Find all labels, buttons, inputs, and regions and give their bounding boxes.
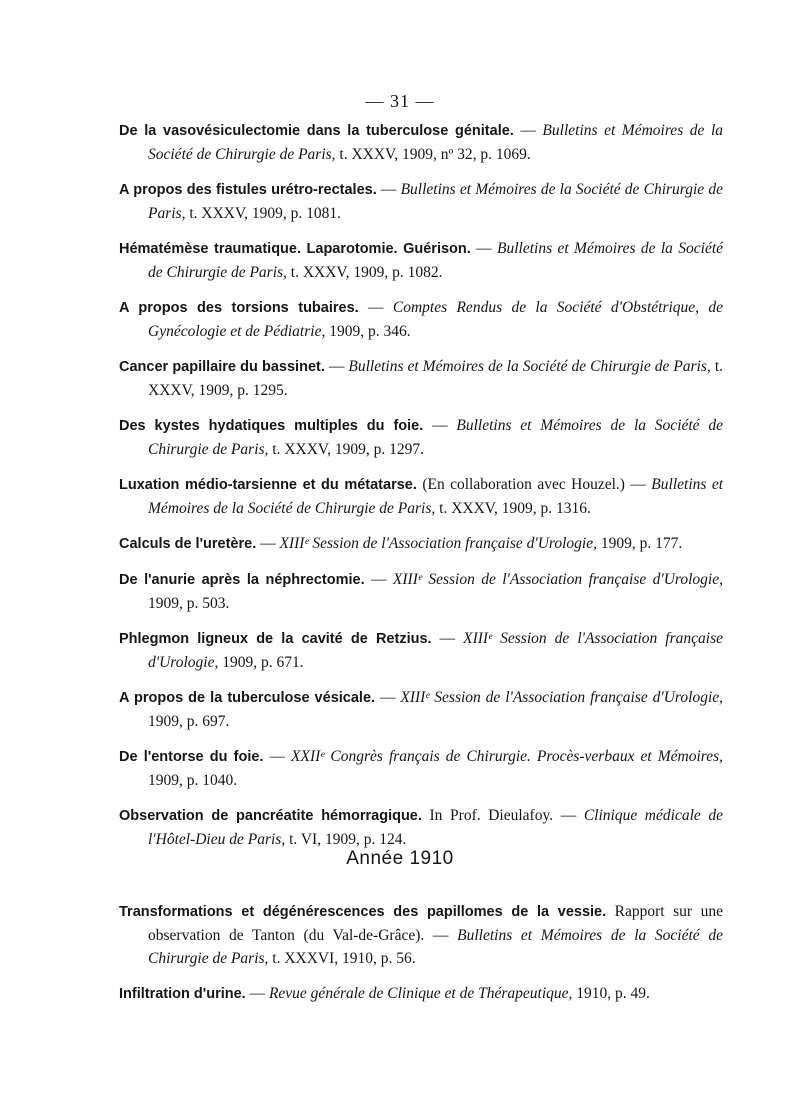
- bibliography-entry: [119, 745, 723, 792]
- entry-separator: —: [245, 985, 269, 1002]
- entry-source: Clinique médicale de l'Hôtel-Dieu de Paris,: [148, 807, 723, 848]
- bibliography-entry: [119, 355, 723, 402]
- entry-details: 1909, p. 697.: [148, 713, 230, 730]
- entry-separator: —: [513, 122, 543, 139]
- entry-source: Bulletins et Mémoires de la Société de Chirurgie de Paris,: [148, 417, 723, 458]
- entry-title: A propos des fistules urétro-rectales.: [119, 182, 377, 198]
- entry-details: 1909, p. 346.: [325, 323, 411, 340]
- entry-source: Comptes Rendus de la Société d'Obstétrique, de Gynécologie et de Pédiatrie,: [148, 299, 724, 340]
- bibliography-1909: [119, 119, 723, 863]
- bibliography-entry: [119, 532, 723, 556]
- entry-separator: —: [364, 571, 393, 588]
- entry-source: Revue générale de Clinique et de Thérapeutique,: [268, 985, 573, 1002]
- entry-source: XIIIᵉ Session de l'Association française d'Urologie,: [400, 689, 724, 706]
- entry-source: Bulletins et Mémoires de la Société de Chirurgie de Paris,: [148, 927, 723, 967]
- bibliography-entry: [119, 686, 723, 733]
- entry-details: 1909, p. 1040.: [148, 772, 238, 789]
- entry-title: De l'anurie après la néphrectomie.: [119, 572, 365, 588]
- entry-title: Calculs de l'uretère.: [119, 536, 257, 552]
- entry-source: XXIIᵉ Congrès français de Chirurgie. Procès-verbaux et Mémoires,: [291, 748, 723, 765]
- entry-title: Phlegmon ligneux de la cavité de Retzius.: [119, 631, 432, 647]
- entry-separator: —: [263, 748, 292, 765]
- entry-details: 1909, p. 503.: [148, 595, 230, 612]
- entry-note: In Prof. Dieulafoy.: [421, 807, 554, 824]
- entry-title: De l'entorse du foie.: [119, 749, 264, 765]
- entry-details: t. XXXV, 1909, p. 1316.: [435, 500, 591, 517]
- entry-source: Bulletins et Mémoires de la Société de Chirurgie de Paris,: [148, 476, 724, 517]
- entry-details: t. XXXV, 1909, p. 1295.: [148, 358, 723, 399]
- entry-details: t. XXXV, 1909, p. 1082.: [286, 264, 443, 281]
- page-number: — 31 —: [365, 91, 435, 111]
- entry-details: t. XXXV, 1909, p. 1081.: [185, 205, 342, 222]
- entry-source: XIIIᵉ Session de l'Association française d'Urologie,: [392, 571, 723, 588]
- bibliography-entry: [119, 178, 723, 225]
- entry-source: Bulletins et Mémoires de la Société de Chirurgie de Paris,: [348, 358, 711, 375]
- entry-separator: —: [423, 417, 457, 434]
- entry-title: A propos de la tuberculose vésicale.: [119, 690, 376, 706]
- entry-separator: —: [431, 630, 464, 647]
- entry-details: t. XXXV, 1909, nº 32, p. 1069.: [335, 146, 531, 163]
- bibliography-1910: [119, 900, 723, 1018]
- entry-note: (En collaboration avec Houzel.): [416, 476, 625, 493]
- entry-source: XIIIᵉ Session de l'Association française d'Urologie,: [279, 535, 597, 552]
- entry-separator: —: [624, 476, 652, 493]
- bibliography-entry: [119, 296, 723, 343]
- entry-separator: —: [324, 358, 349, 375]
- bibliography-entry: [119, 627, 723, 674]
- entry-title: Infiltration d'urine.: [119, 986, 246, 1002]
- bibliography-entry: [119, 414, 723, 461]
- entry-title: Hématémèse traumatique. Laparotomie. Guérison.: [119, 241, 471, 257]
- bibliography-entry: [119, 804, 723, 851]
- entry-separator: —: [256, 535, 280, 552]
- entry-separator: —: [553, 807, 584, 824]
- entry-title: De la vasovésiculectomie dans la tuberculose génitale.: [119, 123, 514, 139]
- entry-title: Des kystes hydatiques multiples du foie.: [119, 418, 424, 434]
- entry-separator: —: [470, 240, 498, 257]
- entry-details: t. XXXVI, 1910, p. 56.: [268, 950, 416, 967]
- bibliography-entry: [119, 900, 723, 970]
- entry-title: Transformations et dégénérescences des papillomes de la vessie.: [119, 904, 607, 920]
- entry-title: Cancer papillaire du bassinet.: [119, 359, 325, 375]
- bibliography-entry: [119, 982, 723, 1006]
- year-heading: Année 1910: [346, 848, 454, 869]
- entry-details: 1910, p. 49.: [572, 985, 650, 1002]
- entry-title: A propos des torsions tubaires.: [119, 300, 359, 316]
- entry-details: t. VI, 1909, p. 124.: [285, 831, 407, 848]
- entry-separator: —: [358, 299, 393, 316]
- entry-details: t. XXXV, 1909, p. 1297.: [268, 441, 425, 458]
- bibliography-entry: [119, 119, 723, 166]
- entry-title: Observation de pancréatite hémorragique.: [119, 808, 422, 824]
- entry-separator: —: [424, 927, 458, 944]
- entry-separator: —: [375, 689, 401, 706]
- entry-title: Luxation médio-tarsienne et du métatarse.: [119, 477, 417, 493]
- entry-note: Rapport sur une observation de Tanton (du Val-de-Grâce).: [148, 903, 723, 944]
- entry-source: Bulletins et Mémoires de la Société de Chirurgie de Paris,: [148, 122, 724, 163]
- bibliography-entry: [119, 568, 723, 615]
- entry-separator: —: [376, 181, 401, 198]
- entry-source: XIIIᵉ Session de l'Association française d'Urologie,: [148, 630, 723, 671]
- entry-details: 1909, p. 177.: [596, 535, 683, 552]
- entry-source: Bulletins et Mémoires de la Société de Chirurgie de Paris,: [148, 181, 723, 222]
- entry-source: Bulletins et Mémoires de la Société de Chirurgie de Paris,: [148, 240, 724, 281]
- bibliography-entry: [119, 473, 723, 520]
- bibliography-entry: [119, 237, 723, 284]
- entry-details: 1909, p. 671.: [218, 654, 304, 671]
